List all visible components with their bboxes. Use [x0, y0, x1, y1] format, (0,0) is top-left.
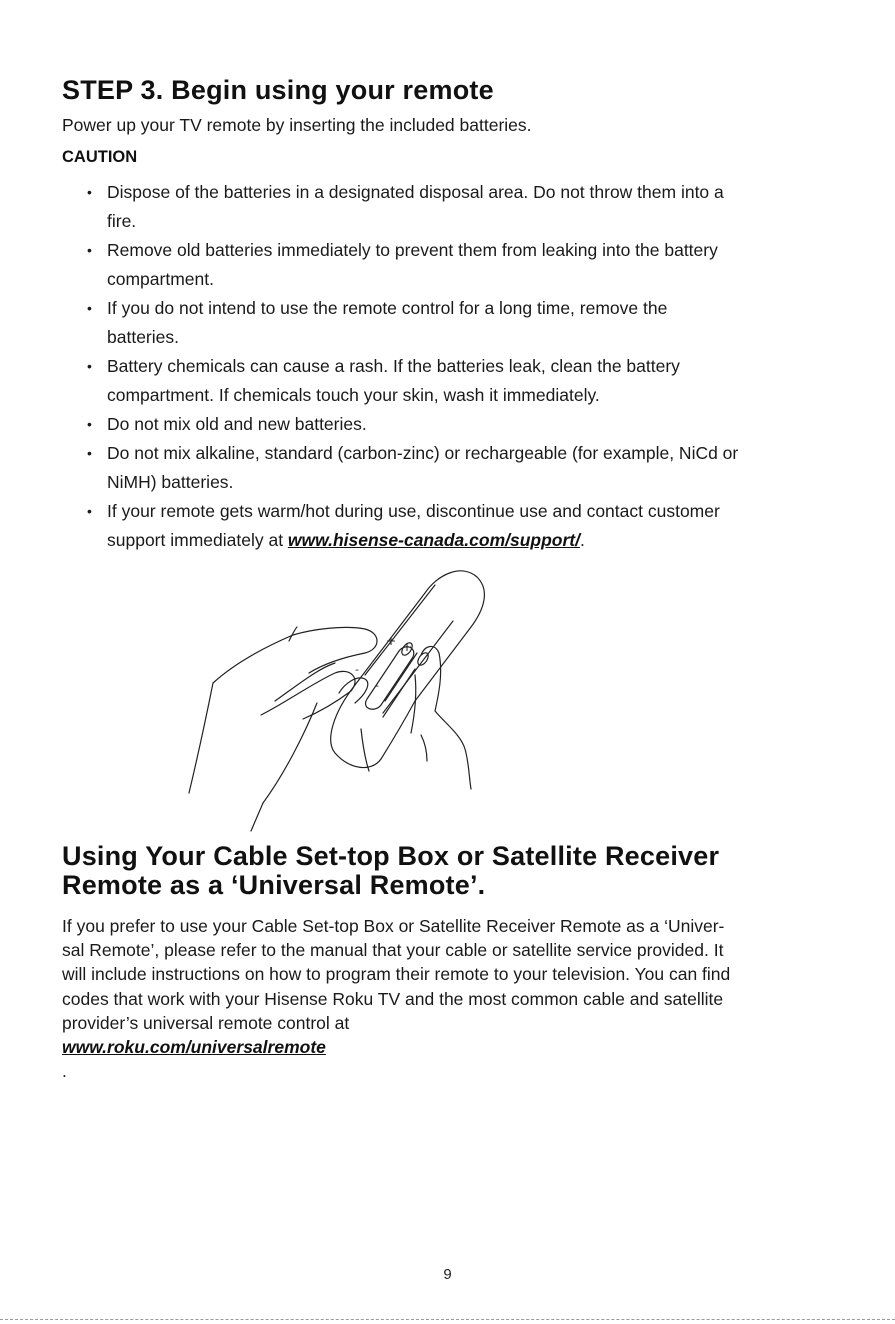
caution-item: [87, 178, 847, 236]
battery-plus-mark: +: [386, 634, 397, 648]
universal-remote-paragraph: [62, 914, 842, 1083]
remote-inner-edge: [365, 585, 435, 675]
battery-insertion-illustration: [185, 563, 495, 833]
roku-universal-remote-link[interactable]: www.roku.com/universalremote: [62, 1037, 326, 1058]
caution-line-suffix: .: [579, 530, 585, 550]
caution-line: NiMH) batteries.: [107, 472, 234, 492]
paragraph-line-suffix: .: [62, 1061, 67, 1082]
paragraph-line: sal Remote’, please refer to the manual that your cable or satellite service provided. It: [62, 940, 724, 961]
caution-line: batteries.: [107, 327, 179, 347]
left-hand-thumb: [339, 678, 368, 703]
caution-line-prefix: support immediately at: [107, 530, 288, 550]
caution-line: If you do not intend to use the remote control for a long time, remove the: [107, 298, 668, 318]
right-hand-outline: [361, 729, 369, 771]
title-line: Using Your Cable Set-top Box or Satellite Receiver: [62, 841, 720, 871]
battery-shape: [366, 647, 414, 710]
bullet-icon: •: [87, 503, 92, 519]
title-line: Remote as a ‘Universal Remote’.: [62, 870, 486, 900]
caution-line: Battery chemicals can cause a rash. If the batteries leak, clean the battery: [107, 356, 680, 376]
caution-line: If your remote gets warm/hot during use, discontinue use and contact customer: [107, 501, 720, 521]
left-hand-finger: [261, 671, 355, 719]
caution-item: [87, 439, 847, 497]
bullet-icon: •: [87, 242, 92, 258]
right-hand-outline: [421, 735, 427, 761]
left-hand-wrist: [251, 803, 263, 831]
battery-minus-mark: -: [375, 679, 379, 692]
paragraph-line: will include instructions on how to program their remote to your television. You can find: [62, 964, 731, 985]
left-hand-outline: [263, 703, 317, 803]
hisense-support-link[interactable]: www.hisense-canada.com/support/: [287, 530, 580, 550]
left-hand-outline: [189, 627, 377, 793]
paragraph-last-line: [62, 1011, 842, 1084]
page-number: 9: [443, 1266, 452, 1283]
page-bottom-divider: [0, 1319, 895, 1320]
step-title: STEP 3. Begin using your remote: [62, 75, 494, 105]
paragraph-line: codes that work with your Hisense Roku TV and the most common cable and satellite: [62, 988, 724, 1009]
intro-text: Power up your TV remote by inserting the included batteries.: [62, 115, 532, 135]
remote-outline: [331, 571, 485, 768]
caution-line: Do not mix alkaline, standard (carbon-zinc) or rechargeable (for example, NiCd or: [107, 443, 739, 463]
bullet-icon: •: [87, 416, 92, 432]
caution-item: [87, 497, 847, 555]
caution-line: compartment. If chemicals touch your skin, wash it immediately.: [107, 385, 600, 405]
bullet-icon: •: [87, 184, 92, 200]
caution-line: Remove old batteries immediately to prevent them from leaking into the battery: [107, 240, 718, 260]
bullet-icon: •: [87, 445, 92, 461]
paragraph-line-prefix: provider’s universal remote control at: [62, 1012, 350, 1033]
right-hand-outline: [421, 646, 471, 789]
caution-item: [87, 352, 847, 410]
battery-minus-mark: -: [355, 663, 359, 676]
left-hand-finger: [275, 663, 335, 701]
bullet-icon: •: [87, 358, 92, 374]
caution-line: fire.: [107, 211, 137, 231]
caution-line: Dispose of the batteries in a designated disposal area. Do not throw them into a: [107, 182, 724, 202]
hands-remote-drawing: [185, 563, 495, 833]
caution-list: [87, 178, 847, 555]
caution-item: [87, 410, 847, 439]
caution-item: [87, 294, 847, 352]
battery-plus-mark: +: [402, 640, 413, 654]
caution-line: compartment.: [107, 269, 214, 289]
paragraph-line: If you prefer to use your Cable Set-top Box or Satellite Receiver Remote as a ‘Univer-: [62, 916, 725, 936]
universal-remote-title: [62, 842, 719, 900]
battery-shape: [385, 653, 417, 701]
caution-line: Do not mix old and new batteries.: [107, 414, 367, 434]
caution-heading: CAUTION: [62, 148, 138, 166]
caution-item: [87, 236, 847, 294]
bullet-icon: •: [87, 300, 92, 316]
